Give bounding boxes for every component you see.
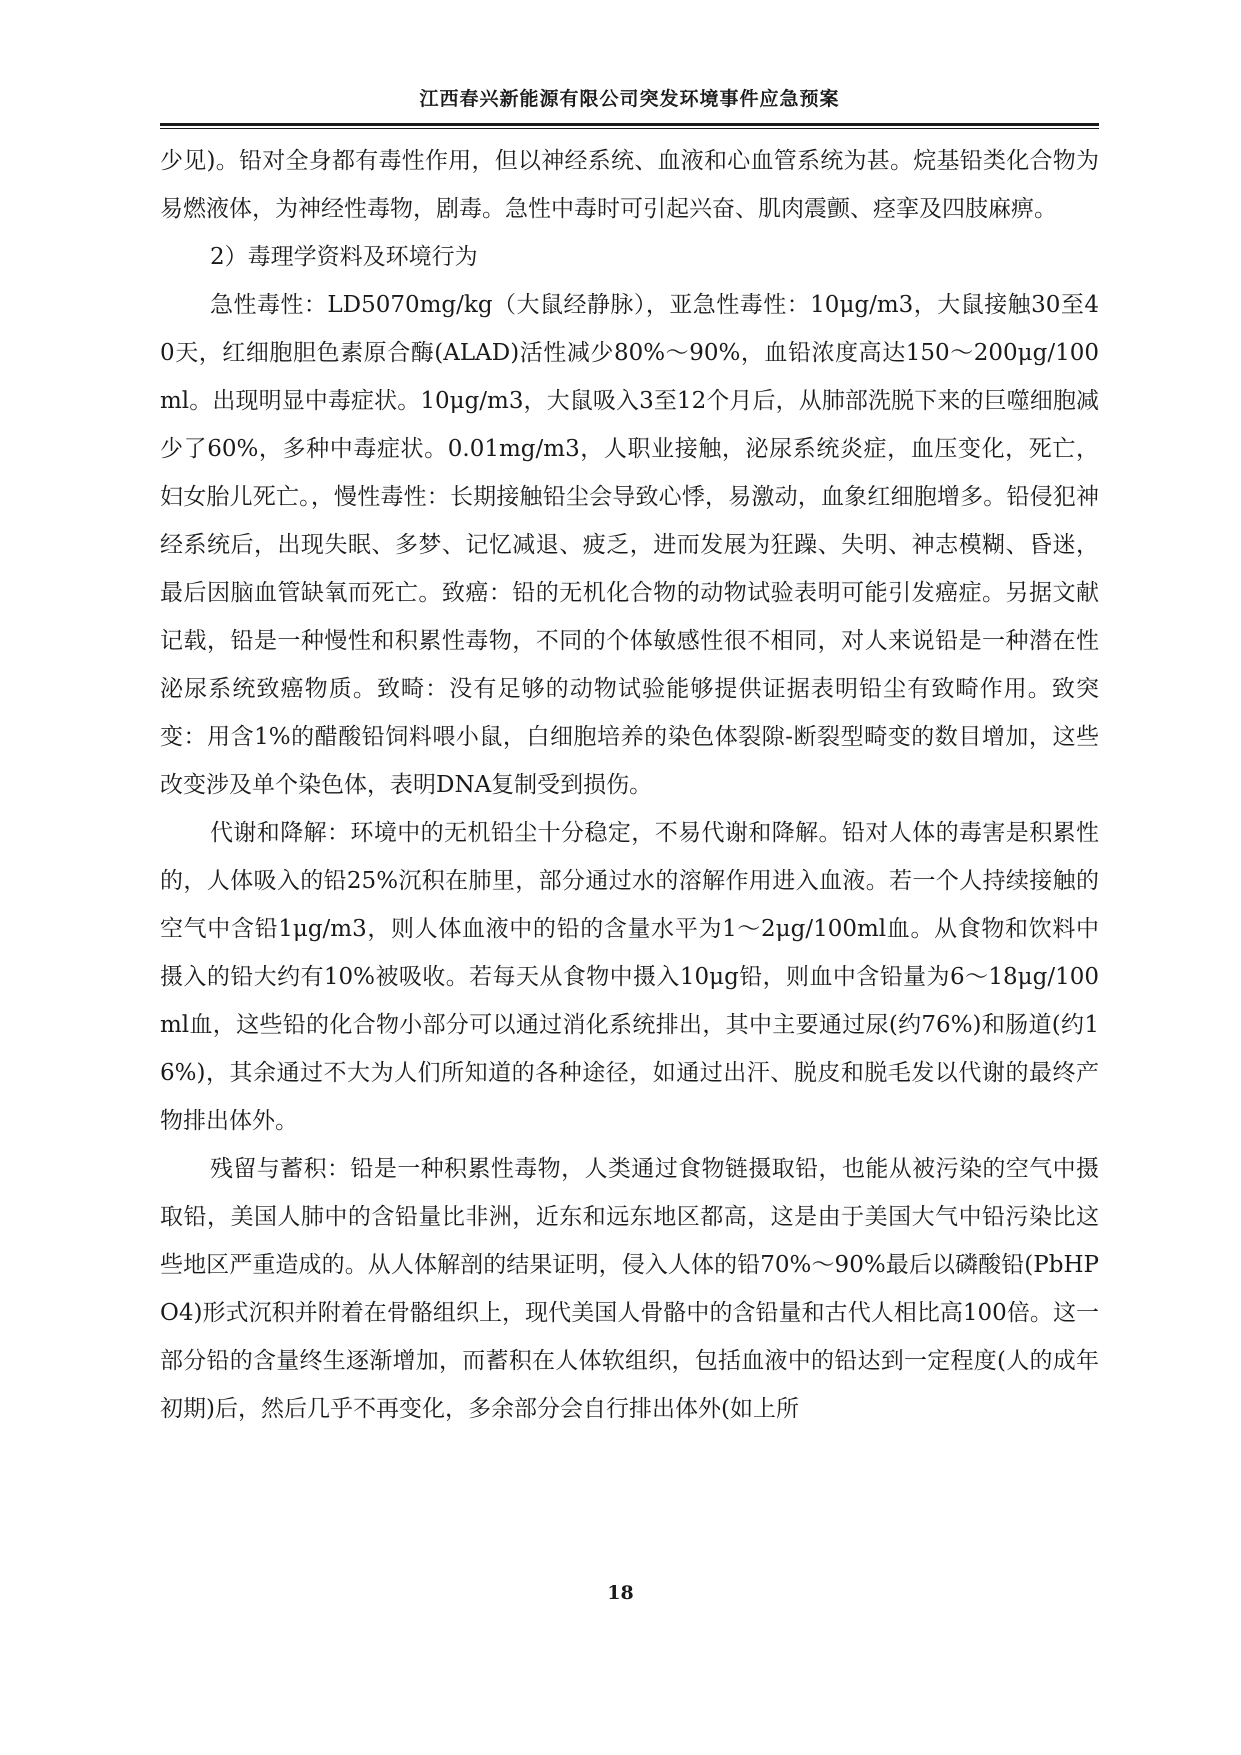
header-rule-thick <box>160 123 1099 126</box>
section-heading: 2）毒理学资料及环境行为 <box>210 244 478 270</box>
page-number: 18 <box>607 1582 634 1604</box>
document-body <box>160 137 1099 1433</box>
paragraph-residue-accumulation: 残留与蓄积：铅是一种积累性毒物，人类通过食物链摄取铅，也能从被污染的空气中摄取铅，美国人肺中的含铅量比非洲，近东和远东地区都高，这是由于美国大气中铅污染比这些地区严重造成的。从人体解剖的结果证明，侵入人体的铅70%～90%最后以磷酸铅(PbHPO4)形式沉积并附着在骨骼组织上，现代美国人骨骼中的含铅量和古代人相比高100倍。这一部分铅的含量终生逐渐增加，而蓄积在人体软组织，包括血液中的铅达到一定程度(人的成年初期)后，然后几乎不再变化，多余部分会自行排出体外(如上所 <box>160 1156 1099 1422</box>
page-header-title: 江西春兴新能源有限公司突发环境事件应急预案 <box>419 88 840 110</box>
paragraph-continuation: 少见)。铅对全身都有毒性作用，但以神经系统、血液和心血管系统为甚。烷基铅类化合物为易燃液体，为神经性毒物，剧毒。急性中毒时可引起兴奋、肌肉震颤、痉挛及四肢麻痹。 <box>160 148 1099 222</box>
paragraph-metabolism: 代谢和降解：环境中的无机铅尘十分稳定，不易代谢和降解。铅对人体的毒害是积累性的，人体吸入的铅25%沉积在肺里，部分通过水的溶解作用进入血液。若一个人持续接触的空气中含铅1μg/m3，则人体血液中的铅的含量水平为1～2μg/100ml血。从食物和饮料中摄入的铅大约有10%被吸收。若每天从食物中摄入10μg铅，则血中含铅量为6～18μg/100ml血，这些铅的化合物小部分可以通过消化系统排出，其中主要通过尿(约76%)和肠道(约16%)，其余通过不大为人们所知道的各种途径，如通过出汗、脱皮和脱毛发以代谢的最终产物排出体外。 <box>160 820 1099 1134</box>
header-rule-thin <box>160 128 1099 129</box>
paragraph-acute-toxicity: 急性毒性：LD5070mg/kg（大鼠经静脉），亚急性毒性：10μg/m3，大鼠接触30至40天，红细胞胆色素原合酶(ALAD)活性减少80%～90%，血铅浓度高达150～200μg/100ml。出现明显中毒症状。10μg/m3，大鼠吸入3至12个月后，从肺部洗脱下来的巨噬细胞减少了60%，多种中毒症状。0.01mg/m3，人职业接触，泌尿系统炎症，血压变化，死亡，妇女胎儿死亡。，慢性毒性：长期接触铅尘会导致心悸，易激动，血象红细胞增多。铅侵犯神经系统后，出现失眠、多梦、记忆减退、疲乏，进而发展为狂躁、失明、神志模糊、昏迷，最后因脑血管缺氧而死亡。致癌：铅的无机化合物的动物试验表明可能引发癌症。另据文献记载，铅是一种慢性和积累性毒物，不同的个体敏感性很不相同，对人来说铅是一种潜在性泌尿系统致癌物质。致畸：没有足够的动物试验能够提供证据表明铅尘有致畸作用。致突变：用含1%的醋酸铅饲料喂小鼠，白细胞培养的染色体裂隙-断裂型畸变的数目增加，这些改变涉及单个染色体，表明DNA复制受到损伤。 <box>160 292 1099 798</box>
